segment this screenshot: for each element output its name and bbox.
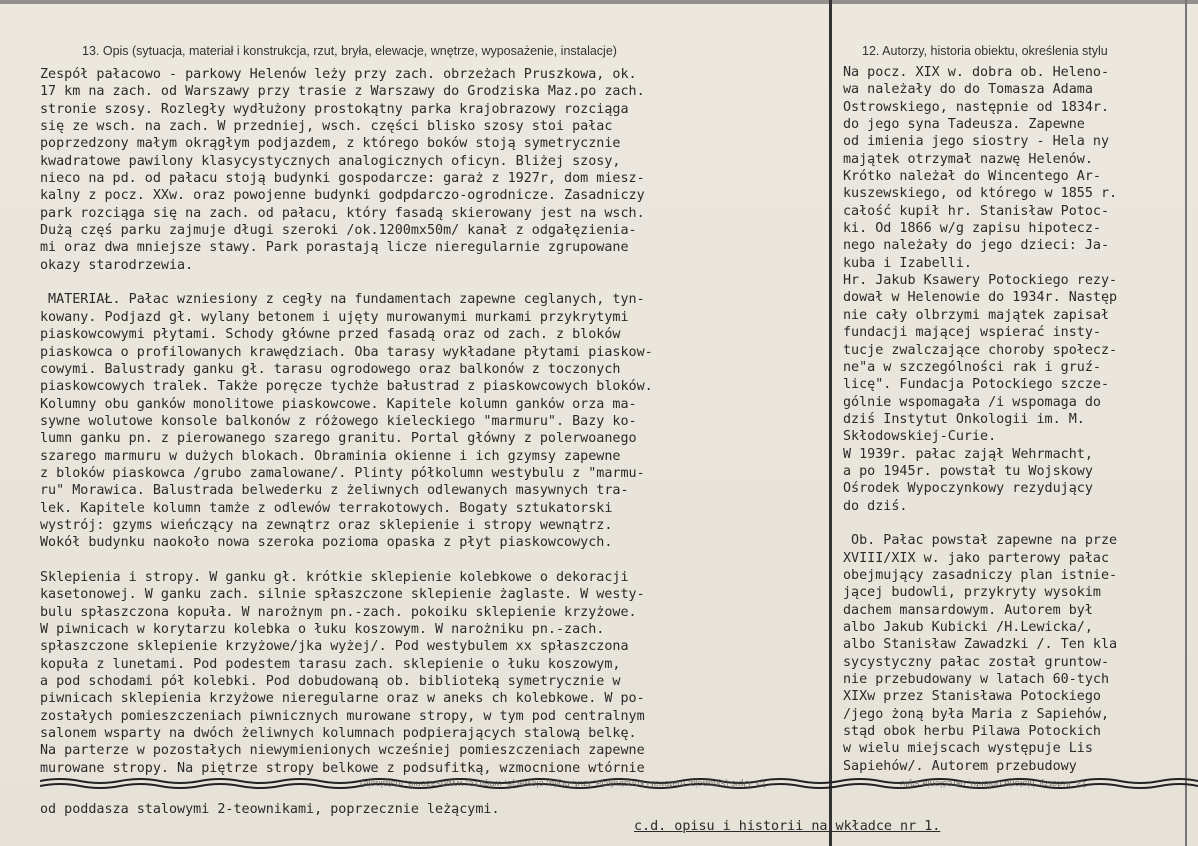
history-line: XIXw przez Stanisława Potockiego (843, 689, 1101, 705)
history-line: Skłodowskiej-Curie. (843, 429, 997, 445)
column-divider (829, 0, 832, 846)
description-line: kopuła z lunetami. Pod podestem tarasu zach. sklepienie o łuku koszowym, (40, 656, 621, 672)
history-line: całość kupił hr. Stanisław Potoc- (843, 203, 1110, 219)
section-header-description: 13. Opis (sytuacja, materiał i konstrukcja, rzut, bryła, elewacje, wnętrze, wyposażenie, instalacje) (82, 44, 617, 58)
mirrored-header-left: 13. Opis (sytuacja, materiał i konstrukcja, rzut, bryła, elewacje, wnętrze, wyposażenie, instalacje) (360, 778, 767, 789)
history-line: nie cały olbrzymi majątek zapisał (843, 307, 1110, 323)
description-line: Dużą częś parku zajmuje długi szeroki /ok.1200mx50m/ kanał z odgałęzienia- (40, 223, 637, 239)
description-line: lumn ganku pn. z pierowanego szarego granitu. Portal główny z polerwoanego (40, 431, 637, 447)
description-line: zostałych pomieszczeniach piwnicznych murowane stropy, w tym pod centralnym (40, 708, 645, 724)
history-line: obejmujący zasadniczy plan istnie- (843, 567, 1118, 583)
history-line: tucje zwalczające choroby społecz- (843, 342, 1118, 358)
history-line: od imienia jego siostry - Hela ny (843, 134, 1110, 150)
history-line: w wielu miejscach występuje Lis (843, 741, 1093, 757)
history-line: wa należały do do Tomasza Adama (843, 82, 1093, 98)
history-line: /jego żoną była Maria z Sapiehów, (843, 706, 1110, 722)
description-line: się ze wsch. na zach. W przedniej, wsch. części blisko szosy stoi pałac (40, 119, 613, 135)
description-line: Kolumny obu ganków monolitowe piaskowcowe. Kapitele kolumn ganków orza ma- (40, 396, 637, 412)
history-line: Ośrodek Wypoczynkowy rezydujący (843, 481, 1093, 497)
description-line: szarego marmuru w dużych blokach. Obraminia okienne i ich gzymsy zapewne (40, 448, 621, 464)
history-line: do dziś. (843, 498, 908, 514)
description-line: murowane stropy. Na piętrze stropy belkowe z podsufitką, wzmocnione wtórnie (40, 760, 645, 776)
history-line: ki. Od 1866 w/g zapisu hipotecz- (843, 221, 1101, 237)
description-line: W piwnicach w korytarzu kolebka o łuku koszowym. W narożniku pn.-zach. (40, 622, 605, 637)
description-line: a pod schodami pół kolebki. Pod dobudowaną ob. biblioteką symetrycznie w (40, 674, 621, 690)
history-line: ne"a w szczególności rak i gruź- (843, 359, 1101, 375)
description-continuation: od poddasza stalowymi 2-teownikami, poprzecznie leżącymi. (40, 802, 500, 817)
history-line: Ostrowskiego, następnie od 1834r. (843, 99, 1110, 115)
description-line: Na parterze w pozostałych niewymienionych wcześniej pomieszczeniach zapewne (40, 743, 645, 759)
description-line: lek. Kapitele kolumn tamże z odlewów terrakotowych. Bogaty sztukatorski (40, 500, 613, 516)
description-line: bulu spłaszczona kopuła. W narożnym pn.-zach. pokoiku sklepienie krzyżowe. (40, 604, 637, 620)
history-line: Hr. Jakub Ksawery Potockiego rezy- (843, 273, 1118, 289)
description-line: cowymi. Balustrady ganku gł. tarasu ogrodowego oraz balkonów z toczonych (40, 361, 621, 377)
description-line: stronie szosy. Rozległy wydłużony prostokątny parka krajobrazowy rozciąga (40, 101, 629, 117)
description-line: wystrój: gzyms wieńczący na zewnątrz oraz sklepienie i stropy wewnątrz. (40, 517, 613, 533)
description-line: piaskowcowych tralek. Także poręcze tychże bałustrad z piaskowcowych bloków. (40, 379, 653, 395)
history-line: XVIII/XIX w. jako parterowy pałac (843, 550, 1110, 566)
description-line: z bloków piaskowca /grubo zamalowane/. Plinty półkolumn westybulu z "marmu- (40, 465, 645, 481)
history-line: fundacji mającej wspierać insty- (843, 325, 1101, 341)
description-line: nieco na pd. od pałacu stoją budynki gospodarcze: garaż z 1927r, dom miesz- (40, 171, 645, 187)
history-line: gólnie wspomagała /i wspomaga do (843, 394, 1101, 410)
description-line: sywne wolutowe konsole balkonów z różowego kieleckiego "marmuru". Bazy ko- (40, 413, 637, 429)
description-line: okazy starodrzewia. (40, 257, 194, 273)
history-line: Ob. Pałac powstał zapewne na prze (843, 533, 1118, 549)
history-line: albo Jakub Kubicki /H.Lewicka/, (843, 620, 1093, 635)
history-line: jącej budowli, przykryty wysokim (843, 585, 1101, 601)
description-text (40, 66, 825, 777)
history-line: majątek otrzymał nazwę Helenów. (843, 151, 1093, 167)
history-line: do jego syna Tadeusza. Zapewne (843, 117, 1085, 133)
description-line: Wokół budynku naokoło nowa szeroka pozioma opaska z płyt piaskowcowych. (40, 535, 613, 551)
history-line: dował w Helenowie do 1934r. Następ (843, 290, 1118, 306)
history-line: stąd obok herbu Pilawa Potockich (843, 724, 1101, 740)
description-line: spłaszczone sklepienie krzyżowe/jka wyżej/. Pod westybulem xx spłaszczona (40, 639, 629, 655)
history-text (843, 64, 1195, 775)
description-line: mi oraz dwa mniejsze stawy. Park porastają licze nieregularnie zgrupowane (40, 240, 629, 256)
history-line: sycystyczny pałac został gruntow- (843, 654, 1110, 670)
description-line: poprzedzony małym okrągłym podjazdem, z którego boków stoją symetrycznie (40, 136, 621, 152)
history-line: dachem mansardowym. Autorem był (843, 602, 1093, 618)
description-line: piaskowca o profilowanych krawędziach. Oba tarasy wykładane płytami piaskow- (40, 344, 653, 360)
history-line: Sapiehów/. Autorem przebudowy (843, 758, 1077, 774)
history-line: W 1939r. pałac zajął Wehrmacht, (843, 446, 1093, 462)
history-line: kuba i Izabelli. (843, 255, 972, 271)
continuation-note: c.d. opisu i historii na wkładce nr 1. (634, 819, 941, 834)
history-line: albo Stanisław Zawadzki /. Ten kla (843, 637, 1118, 653)
history-line: licę". Fundacja Potockiego szcze- (843, 377, 1110, 393)
history-line: Krótko należał do Wincentego Ar- (843, 169, 1101, 185)
description-line: kwadratowe pawilony klasycystycznych analogicznych oficyn. Bliżej szosy, (40, 153, 621, 169)
history-line: a po 1945r. powstał tu Wojskowy (843, 463, 1093, 479)
description-line: ru" Morawica. Balustrada belwederku z żeliwnych odlewanych masywnych tra- (40, 483, 629, 499)
description-line: MATERIAŁ. Pałac wzniesiony z cegły na fundamentach zapewne ceglanych, tyn- (40, 292, 645, 308)
history-line: nie przebudowany w latach 60-tych (843, 672, 1110, 688)
description-line: 17 km na zach. od Warszawy przy trasie z Warszawy do Grodziska Maz.po zach. (40, 84, 645, 100)
description-line: salonem wsparty na dwóch żeliwnych kolumnach podpierających stalową belkę. (40, 726, 637, 742)
description-line: piwnicach sklepienia krzyżowe nieregularne oraz w aneks ch kolebkowe. W po- (40, 691, 645, 707)
mirrored-header-right: 12. Autorzy, historia obiektu, określenia stylu (900, 778, 1087, 789)
history-line: Na pocz. XIX w. dobra ob. Heleno- (843, 65, 1110, 80)
description-line: kasetonowej. W ganku zach. silnie spłaszczone sklepienie żaglaste. W westy- (40, 587, 645, 603)
description-line: Zespół pałacowo - parkowy Helenów leży przy zach. obrzeżach Pruszkowa, ok. (40, 67, 637, 82)
top-rule (0, 0, 1198, 4)
history-line: dziś Instytut Onkologii im. M. (843, 411, 1085, 427)
description-line: kalny z pocz. XXw. oraz powojenne budynki godpdarczo-ogrodnicze. Zasadniczy (40, 188, 645, 204)
description-line: piaskowcowymi płytami. Schody główne przed fasadą oraz od zach. z bloków (40, 327, 621, 343)
history-line: kuszewskiego, od którego w 1855 r. (843, 186, 1118, 202)
description-line: kowany. Podjazd gł. wylany betonem i ujęty murowanymi murkami przykrytymi (40, 309, 629, 325)
description-line: Sklepienia i stropy. W ganku gł. krótkie sklepienie kolebkowe o dekoracji (40, 569, 629, 585)
section-header-history: 12. Autorzy, historia obiektu, określenia stylu (862, 44, 1108, 58)
description-line: park rozciąga się na zach. od pałacu, który fasadą skierowany jest na wsch. (40, 205, 645, 221)
history-line: nego należały do jego dzieci: Ja- (843, 238, 1110, 254)
